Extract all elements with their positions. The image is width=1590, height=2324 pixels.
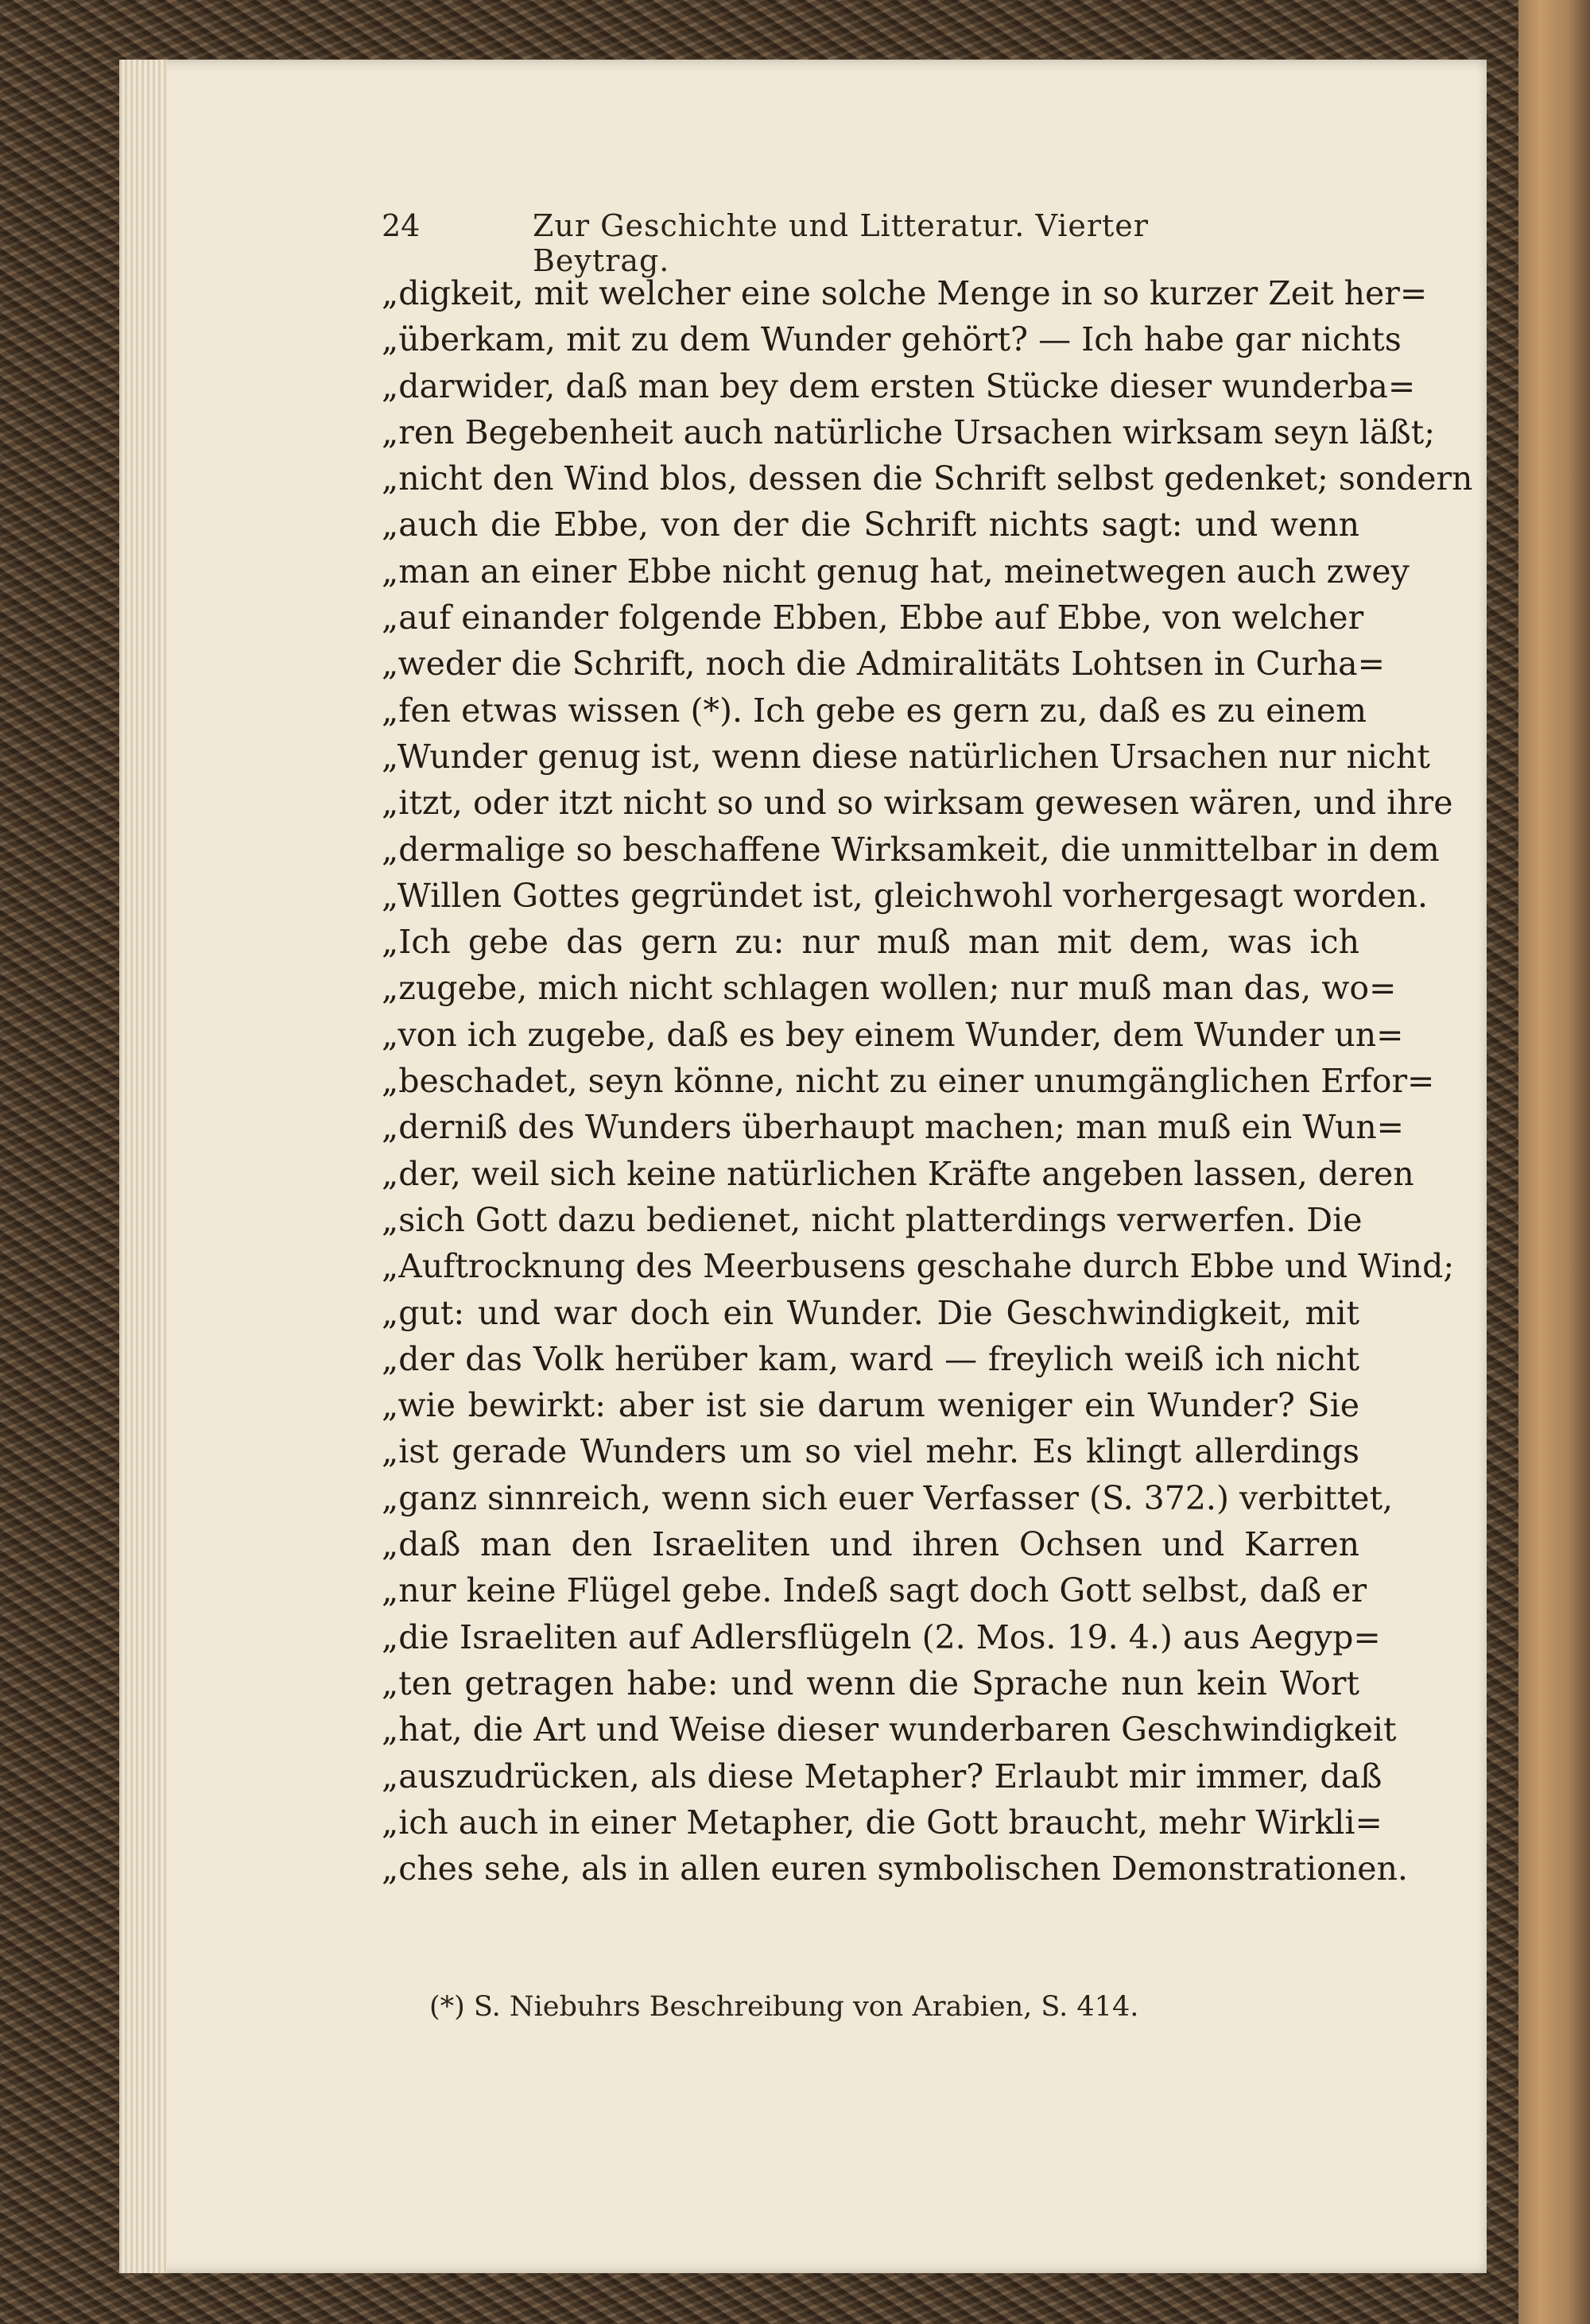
text-line: „beschadet, seyn könne, nicht zu einer unumgänglichen Erfor= [382, 1062, 1435, 1101]
text-line: „auch die Ebbe, von der die Schrift nichts sagt: und wenn [382, 505, 1359, 544]
text-line: „nur keine Flügel gebe. Indeß sagt doch Gott selbst, daß er [382, 1571, 1367, 1610]
text-line: „wie bewirkt: aber ist sie darum weniger ein Wunder? Sie [382, 1386, 1359, 1425]
text-line: „die Israeliten auf Adlersflügeln (2. Mos. 19. 4.) aus Aegyp= [382, 1617, 1381, 1656]
text-line: „man an einer Ebbe nicht genug hat, meinetwegen auch zwey [382, 552, 1410, 591]
text-line: „ist gerade Wunders um so viel mehr. Es klingt allerdings [382, 1432, 1359, 1471]
page-gutter-leaves [119, 60, 167, 2273]
text-line: „darwider, daß man bey dem ersten Stücke dieser wunderba= [382, 366, 1416, 405]
text-line: „weder die Schrift, noch die Admiralitäts Lohtsen in Curha= [382, 645, 1385, 684]
text-line: „auszudrücken, als diese Metapher? Erlaubt mir immer, daß [382, 1757, 1383, 1795]
text-line: „zugebe, mich nicht schlagen wollen; nur muß man das, wo= [382, 969, 1397, 1008]
text-line: „ren Begebenheit auch natürliche Ursachen wirksam seyn läßt; [382, 413, 1436, 451]
text-line: „ten getragen habe: und wenn die Sprache nun kein Wort [382, 1664, 1359, 1702]
text-line: „Auftrocknung des Meerbusens geschahe durch Ebbe und Wind; [382, 1247, 1455, 1286]
text-line: „itzt, oder itzt nicht so und so wirksam gewesen wären, und ihre [382, 784, 1453, 823]
text-line: „daß man den Israeliten und ihren Ochsen und Karren [382, 1525, 1359, 1564]
page-number: 24 [382, 208, 421, 243]
text-line: „derniß des Wunders überhaupt machen; man muß ein Wun= [382, 1108, 1404, 1147]
text-line: „dermalige so beschaffene Wirksamkeit, die unmittelbar in dem [382, 830, 1440, 869]
text-line: „ganz sinnreich, wenn sich euer Verfasser (S. 372.) verbittet, [382, 1478, 1394, 1517]
text-line: „ich auch in einer Metapher, die Gott braucht, mehr Wirkli= [382, 1803, 1383, 1842]
text-line: „ches sehe, als in allen euren symbolischen Demonstrationen. [382, 1850, 1408, 1888]
text-line: „Willen Gottes gegründet ist, gleichwohl vorhergesagt worden. [382, 876, 1429, 915]
main-text [382, 270, 1473, 1892]
page-header [382, 208, 1224, 278]
text-line: „überkam, mit zu dem Wunder gehört? — Ich habe gar nichts [382, 320, 1402, 359]
book-page-edges [1518, 0, 1590, 2324]
text-line: „nicht den Wind blos, dessen die Schrift selbst gedenket; sondern [382, 459, 1473, 498]
text-line: „digkeit, mit welcher eine solche Menge in so kurzer Zeit her= [382, 274, 1428, 312]
text-line: „von ich zugebe, daß es bey einem Wunder, dem Wunder un= [382, 1015, 1404, 1054]
text-line: „Ich gebe das gern zu: nur muß man mit dem, was ich [382, 923, 1359, 962]
text-line: „gut: und war doch ein Wunder. Die Geschwindigkeit, mit [382, 1293, 1359, 1332]
text-line: „der das Volk herüber kam, ward — freylich weiß ich nicht [382, 1339, 1359, 1378]
text-line: „fen etwas wissen (*). Ich gebe es gern zu, daß es zu einem [382, 691, 1367, 730]
footnote: (*) S. Niebuhrs Beschreibung von Arabien, S. 414. [429, 1991, 1139, 2023]
text-line: „sich Gott dazu bedienet, nicht platterdings verwerfen. Die [382, 1200, 1363, 1239]
text-line: „hat, die Art und Weise dieser wunderbaren Geschwindigkeit [382, 1710, 1397, 1749]
text-line: „auf einander folgende Ebben, Ebbe auf Ebbe, von welcher [382, 598, 1364, 637]
text-line: „der, weil sich keine natürlichen Kräfte angeben lassen, deren [382, 1154, 1414, 1193]
text-line: „Wunder genug ist, wenn diese natürlichen Ursachen nur nicht [382, 737, 1430, 776]
running-title: Zur Geschichte und Litteratur. Vierter Beytrag. [533, 208, 1149, 278]
